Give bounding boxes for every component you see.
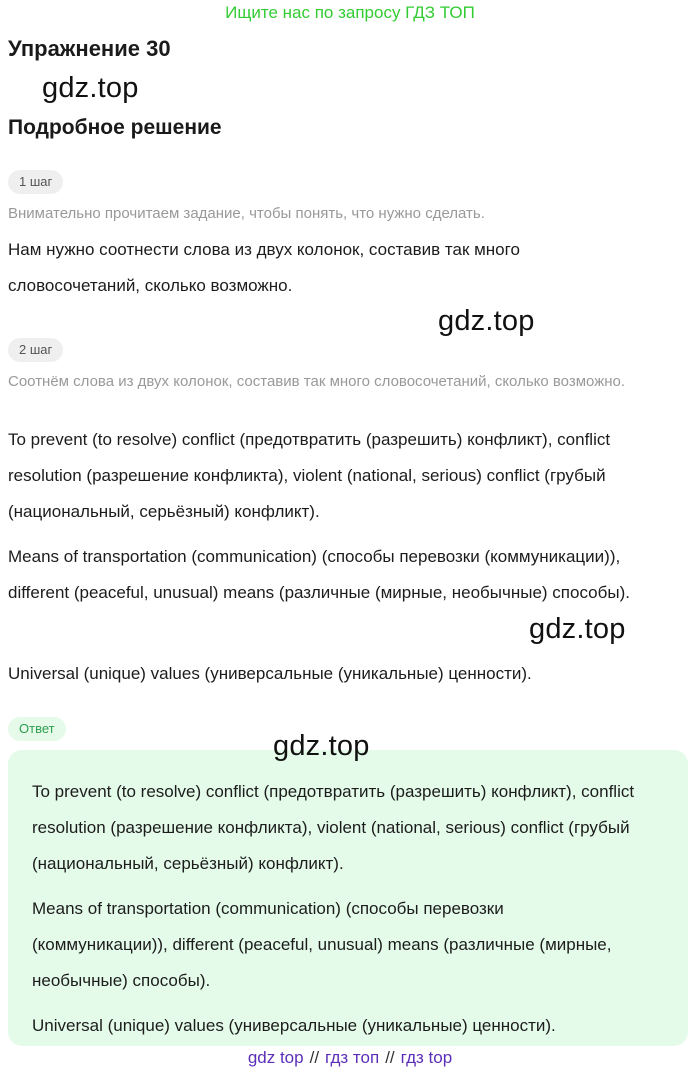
step-2-badge: 2 шаг [8,338,63,362]
step-2-hint: Соотнём слова из двух колонок, составив так много словосочетаний, сколько возможно. [8,373,626,390]
footer-link-2[interactable]: гдз топ [325,1048,380,1067]
exercise-title: Упражнение 30 [8,36,171,61]
answer-paragraph-1: To prevent (to resolve) conflict (предотвратить (разрешить) конфликт), conflict resolution (разрешение конфликта), violent (national, serious) conflict (грубый (национальный, серьёзный) конфликт). [32,782,635,873]
answer-paragraph-2: Means of transportation (communication) (способы перевозки (коммуникации)), different (peaceful, unusual) means (различные (мирные, необычные) способы). [32,899,612,990]
answer-paragraph-3: Universal (unique) values (универсальные (уникальные) ценности). [32,1016,556,1035]
watermark: gdz.top [438,305,535,337]
solution-title: Подробное решение [8,116,222,139]
step-2-paragraph-1: To prevent (to resolve) conflict (предотвратить (разрешить) конфликт), conflict resolution (разрешение конфликта), violent (national, serious) conflict (грубый (национальный, серьёзный) конфликт). [8,430,611,521]
watermark: gdz.top [42,72,139,104]
footer-separator: // [385,1048,395,1067]
footer-separator: // [309,1048,320,1067]
footer-links [0,1048,700,1068]
step-2-paragraph-3: Universal (unique) values (универсальные (уникальные) ценности). [8,664,532,683]
step-1-badge: 1 шаг [8,170,63,194]
step-2-paragraph-2: Means of transportation (communication) (способы перевозки (коммуникации)), different (peaceful, unusual) means (различные (мирные, необычные) способы). [8,547,630,602]
watermark: gdz.top [529,613,626,645]
step-1-hint: Внимательно прочитаем задание, чтобы понять, что нужно сделать. [8,205,485,222]
answer-badge: Ответ [8,717,66,741]
step-1-text: Нам нужно соотнести слова из двух колонок, составив так много словосочетаний, сколько возможно. [8,240,520,295]
promo-banner[interactable]: Ищите нас по запросу ГДЗ ТОП [225,3,475,22]
footer-link-1[interactable]: gdz top [247,1048,304,1067]
watermark: gdz.top [273,730,370,762]
footer-link-3[interactable]: гдз top [400,1048,453,1067]
